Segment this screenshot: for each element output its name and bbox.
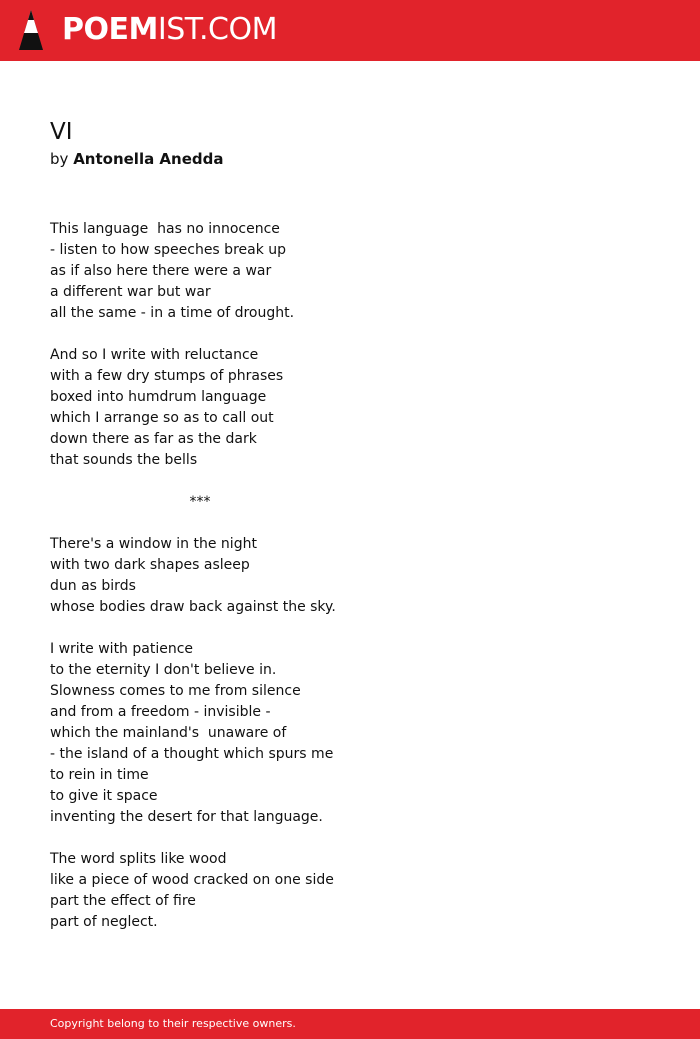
poem-line: part of neglect. (50, 914, 158, 930)
poem-line: part the effect of fire (50, 893, 196, 909)
poem-line: which I arrange so as to call out (50, 410, 274, 426)
poem-line: This language has no innocence (50, 221, 280, 237)
poem-line: to the eternity I don't believe in. (50, 662, 277, 678)
poem-line: to give it space (50, 788, 158, 804)
poem-line: dun as birds (50, 578, 136, 594)
site-footer (0, 1009, 700, 1039)
poem-line: Slowness comes to me from silence (50, 683, 301, 699)
stanza-5 (50, 849, 350, 933)
poem-line: which the mainland's unaware of (50, 725, 287, 741)
brand-light-text: IST.COM (157, 12, 277, 47)
poem-line: as if also here there were a war (50, 263, 272, 279)
section-separator: *** (189, 494, 211, 510)
poem-line: The word splits like wood (50, 851, 227, 867)
stanza-4 (50, 639, 350, 828)
poem-title: VI (50, 119, 73, 145)
poem-line: And so I write with reluctance (50, 347, 259, 363)
poem-line: down there as far as the dark (50, 431, 257, 447)
poem-line: and from a freedom - invisible - (50, 704, 271, 720)
poem-line: to rein in time (50, 767, 149, 783)
stanza-3 (50, 534, 350, 618)
poem-line: with a few dry stumps of phrases (50, 368, 284, 384)
poem-line: - the island of a thought which spurs me (50, 746, 334, 762)
by-label: by (50, 150, 69, 168)
poem-line: a different war but war (50, 284, 211, 300)
poem-line: I write with patience (50, 641, 194, 657)
poem-line: with two dark shapes asleep (50, 557, 250, 573)
poem-line: There's a window in the night (50, 536, 257, 552)
poem-line: - listen to how speeches break up (50, 242, 287, 258)
poem-line: all the same - in a time of drought. (50, 305, 295, 321)
byline (50, 149, 224, 169)
author-name: Antonella Anedda (73, 150, 224, 168)
poem-body (50, 219, 350, 954)
site-logo-text[interactable] (62, 12, 277, 48)
poem-line: boxed into humdrum language (50, 389, 267, 405)
stanza-1 (50, 219, 350, 324)
copyright-text: Copyright belong to their respective owners. (50, 1017, 296, 1030)
poem-line: that sounds the bells (50, 452, 198, 468)
poem-line: whose bodies draw back against the sky. (50, 599, 336, 615)
stanza-2 (50, 345, 350, 471)
brand-bold-text: POEM (62, 12, 158, 47)
poem-line: like a piece of wood cracked on one side (50, 872, 334, 888)
pencil-tip-icon[interactable] (19, 10, 43, 50)
site-header (0, 0, 700, 61)
poem-line: inventing the desert for that language. (50, 809, 323, 825)
